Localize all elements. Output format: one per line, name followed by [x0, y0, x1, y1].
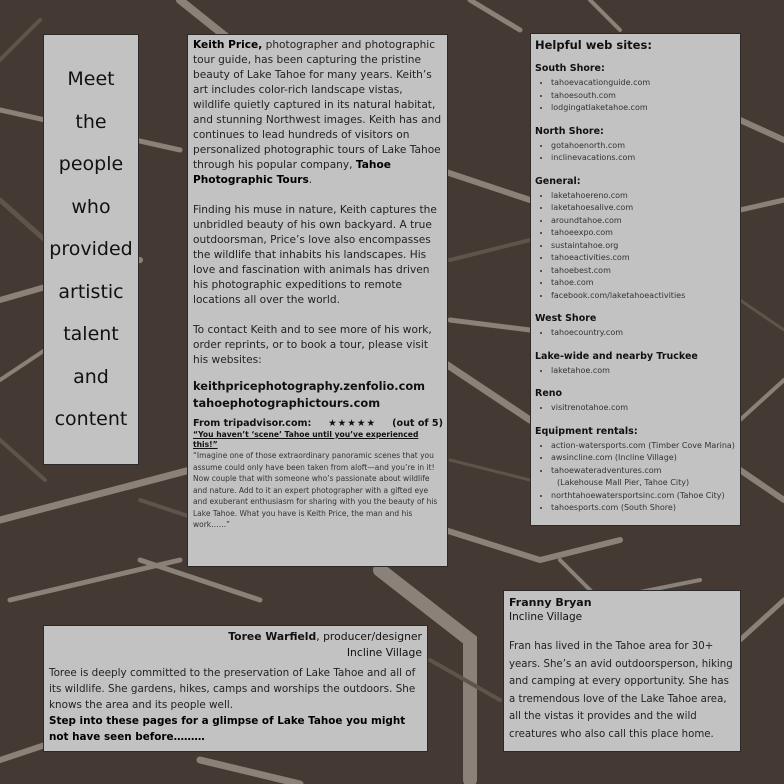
keith-name: Keith Price, — [193, 39, 263, 51]
title-panel — [43, 34, 139, 465]
site-link[interactable] — [551, 152, 736, 165]
franny-place: Incline Village — [509, 611, 583, 623]
toree-header — [49, 629, 422, 661]
site-link[interactable] — [551, 90, 736, 103]
site-list — [535, 140, 736, 165]
site-link-location: (Lakehouse Mall Pier, Tahoe City) — [557, 478, 690, 487]
site-link-text: tahoevacationguide.com — [551, 78, 651, 87]
site-link[interactable] — [551, 502, 736, 515]
toree-warfield-panel — [43, 625, 428, 752]
web-sections — [535, 63, 736, 515]
site-link[interactable] — [551, 102, 736, 115]
title-word: people — [58, 153, 124, 176]
site-link-text: tahoesports.com (South Shore) — [551, 503, 676, 512]
site-link[interactable] — [551, 490, 736, 503]
toree-place: Incline Village — [346, 646, 422, 659]
section-heading: Lake-wide and nearby Truckee — [535, 350, 698, 362]
site-link[interactable] — [551, 140, 736, 153]
site-list — [535, 402, 736, 415]
site-list — [535, 440, 736, 515]
toree-role: , producer/designer — [316, 630, 422, 643]
site-link-text: northtahoewatersportsinc.com (Tahoe City) — [551, 490, 725, 500]
site-link[interactable] — [551, 240, 736, 253]
franny-name: Franny Bryan — [509, 596, 592, 609]
section-heading: South Shore: — [535, 63, 605, 74]
website-link-tours[interactable]: tahoephotographictours.com — [193, 396, 381, 410]
site-link-text: tahoeexpo.com — [551, 228, 613, 237]
site-list — [535, 327, 736, 340]
site-list — [535, 77, 736, 115]
site-link[interactable] — [551, 290, 736, 303]
section-heading: West Shore — [535, 313, 597, 324]
section-heading: Equipment rentals: — [535, 425, 638, 437]
site-link[interactable] — [551, 190, 736, 203]
site-link-text: laketahoereno.com — [551, 190, 628, 200]
keith-company: Tahoe Photographic Tours — [193, 159, 391, 186]
site-link-text: tahoe.com — [551, 278, 594, 287]
toree-name: Toree Warfield — [228, 630, 317, 643]
title-word: and — [73, 365, 109, 388]
site-link[interactable] — [551, 252, 736, 265]
section-heading: General: — [535, 175, 581, 187]
site-link-text: tahoewateradventures.com — [551, 465, 662, 475]
site-link-text: laketahoe.com — [551, 365, 610, 375]
keith-intro-text: photographer and photographic tour guide, has been capturing the pristine beauty of Lake Tahoe for many years. Keith’s art includes color-rich landscape vistas, wildlife quietly captured in its natural habitat, and stunning Northwest images. Keith has and continues to lead hundreds of visitors on personalized photographic tours of Lake Tahoe through his popular company, — [193, 39, 442, 171]
section-heading: North Shore: — [535, 125, 604, 137]
title-word: artistic — [58, 280, 124, 303]
rating-outof: (out of 5) — [392, 418, 443, 429]
site-link[interactable] — [551, 77, 736, 90]
toree-text — [49, 665, 422, 745]
site-link[interactable] — [551, 452, 736, 465]
site-link-text: aroundtahoe.com — [551, 215, 622, 225]
title-word: Meet — [67, 68, 115, 91]
toree-body: Toree is deeply committed to the preservation of Lake Tahoe and all of its wildlife. She gardens, hikes, camps and worships the outdoors. She knows the area and its people well. — [49, 667, 416, 711]
site-link[interactable] — [551, 202, 736, 215]
title-word: provided — [49, 238, 133, 261]
keith-paragraph-3: To contact Keith and to see more of his work, order reprints, or to book a tour, please visit his websites: — [193, 324, 432, 366]
keith-intro — [193, 38, 443, 188]
site-link-text: tahoecountry.com — [551, 328, 624, 337]
site-link-text: action-watersports.com (Timber Cove Marina) — [551, 440, 735, 450]
website-link-zenfolio[interactable]: keithpricephotography.zenfolio.com — [193, 379, 426, 393]
toree-callout: Step into these pages for a glimpse of Lake Tahoe you might not have seen before……… — [49, 715, 406, 743]
title-word: who — [71, 195, 111, 218]
site-link-text: sustaintahoe.org — [551, 240, 619, 250]
keith-paragraph-2: Finding his muse in nature, Keith captures the unbridled beauty of his own backyard. A true outdoorsman, Price’s love also encompasses the wildlife that inhabits his landscapes. His love and fascination with animals has driven his photographic expeditions to remote locations all over the world. — [193, 204, 437, 306]
site-link-text: inclinevacations.com — [551, 153, 636, 162]
site-link[interactable] — [551, 265, 736, 278]
site-link[interactable] — [551, 365, 736, 378]
site-list — [535, 190, 736, 303]
web-sites-panel — [530, 33, 741, 526]
site-link[interactable] — [551, 215, 736, 228]
site-link-text: facebook.com/laketahoeactivities — [551, 290, 686, 300]
site-link-text: lodgingatlaketahoe.com — [551, 103, 648, 112]
site-link[interactable] — [551, 327, 736, 340]
site-link[interactable] — [551, 465, 736, 490]
site-link[interactable] — [551, 402, 736, 415]
site-link-text: gotahoenorth.com — [551, 140, 625, 150]
franny-text: Fran has lived in the Tahoe area for 30+ years. She’s an avid outdoorsperson, hiking and camping at every opportunity. She has a tremendous love of the Lake Tahoe area, all the vistas it provides and the wild creatures who also call this place home. — [509, 641, 733, 740]
keith-price-panel — [187, 34, 448, 567]
review-quote: “You haven’t ‘scene’ Tahoe until you’ve experienced this!” — [193, 430, 419, 449]
title-word: talent — [63, 323, 119, 346]
title-word: the — [75, 110, 107, 133]
site-link-text: tahoesouth.com — [551, 90, 616, 100]
review-text: “Imagine one of those extraordinary panoramic scenes that you assume could only have been taken from aloft—and you’re in it! Now couple that with someone who’s passionate about wildlife and nature. Add to it an expert photographer with a gifted eye and exuberant enthusiasm for sharing with you the beauty of his Lake Tahoe. What you have is Keith Price, the man and his work……” — [193, 451, 438, 529]
section-heading: Reno — [535, 388, 563, 399]
site-link[interactable] — [551, 440, 736, 453]
site-list — [535, 365, 736, 378]
title-words — [49, 58, 132, 441]
site-link-text: tahoeactivities.com — [551, 253, 630, 262]
tripadvisor-header — [193, 418, 443, 430]
web-sites-title: Helpful web sites: — [535, 38, 652, 52]
franny-bryan-panel — [503, 590, 741, 752]
keith-websites — [193, 378, 443, 412]
tripadvisor-source: From tripadvisor.com: — [193, 418, 312, 429]
site-link-text: laketahoesalive.com — [551, 203, 634, 212]
site-link[interactable] — [551, 277, 736, 290]
title-word: content — [54, 408, 128, 431]
site-link-text: tahoebest.com — [551, 265, 611, 275]
site-link-text: visitrenotahoe.com — [551, 403, 629, 412]
rating-stars: ★★★★★ — [328, 418, 377, 429]
site-link[interactable] — [551, 227, 736, 240]
keith-company-end: . — [308, 174, 313, 186]
site-link-text: awsincline.com (Incline Village) — [551, 453, 677, 462]
